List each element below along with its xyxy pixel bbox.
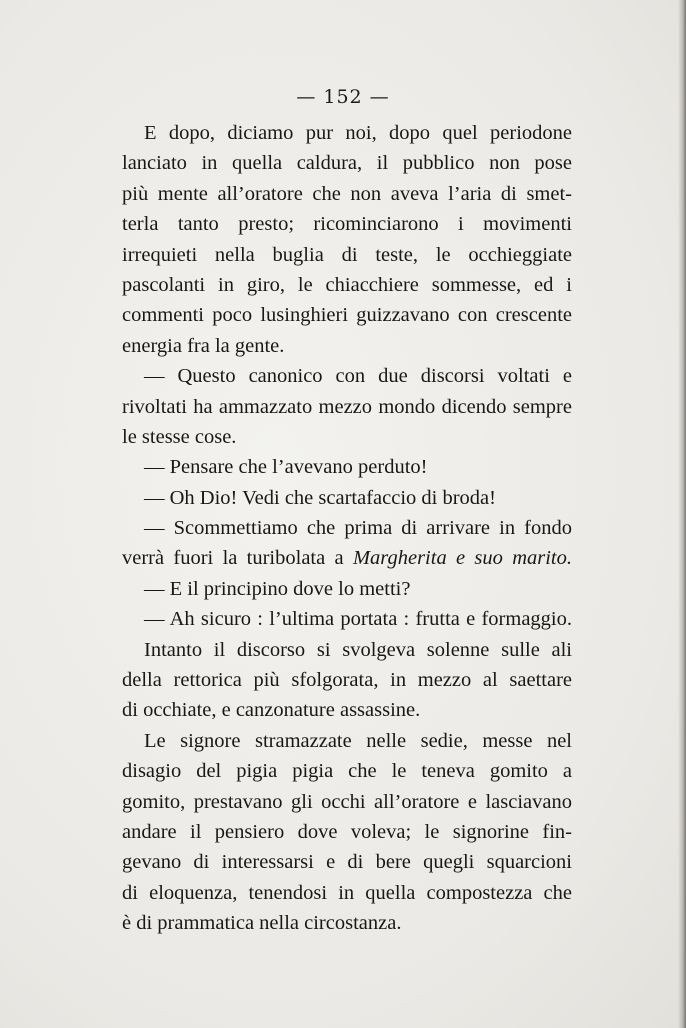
text-line	[122, 726, 572, 756]
text-line	[122, 543, 572, 573]
text-line-content: gevano di interessarsi e di bere quegli squarcioni	[122, 851, 572, 874]
text-line-content: lanciato in quella caldura, il pubblico non pose	[122, 152, 572, 175]
text-line-content: — Oh Dio! Vedi che scartafaccio di broda!	[144, 486, 496, 509]
text-line-content: le stesse cose.	[122, 425, 237, 448]
text-line	[122, 270, 572, 300]
text-line	[122, 695, 572, 725]
text-line	[122, 847, 572, 877]
text-line-content: terla tanto presto; ricominciarono i movimenti	[122, 213, 572, 236]
text-line-content: — E il principino dove lo metti?	[144, 577, 411, 600]
text-line	[122, 756, 572, 786]
text-line-content: della rettorica più sfolgorata, in mezzo al saettare	[122, 669, 572, 692]
text-line	[122, 635, 572, 665]
text-line-content: — Ah sicuro : l’ultima portata : frutta e formaggio.	[144, 608, 572, 631]
text-line-content: è di prammatica nella circostanza.	[122, 912, 402, 935]
text-line	[122, 240, 572, 270]
text-line-content: di occhiate, e canzonature assassine.	[122, 699, 421, 722]
text-line-content: gomito, prestavano gli occhi all’oratore e lasciavano	[122, 790, 572, 813]
text-line	[122, 787, 572, 817]
text-line-italic: Margherita e suo marito.	[352, 547, 572, 570]
text-line-content: verrà fuori la turibolata a	[122, 547, 353, 570]
page-number: — 152 —	[296, 86, 390, 108]
text-line	[122, 209, 572, 239]
text-line-content: irrequieti nella buglia di teste, le occhieggiate	[122, 243, 572, 266]
text-line-content: — Pensare che l’avevano perduto!	[144, 456, 428, 479]
text-line	[122, 817, 572, 847]
text-line-content: disagio del pigia pigia che le teneva gomito a	[122, 760, 572, 783]
text-line-content: di eloquenza, tenendosi in quella compostezza che	[122, 881, 572, 904]
text-line	[122, 665, 572, 695]
page-edge-shadow	[678, 0, 686, 1028]
text-line-content: E dopo, diciamo pur noi, dopo quel periodone	[144, 122, 572, 144]
text-line-content: Intanto il discorso si svolgeva solenne sulle ali	[144, 638, 572, 661]
text-line	[122, 300, 572, 330]
text-line-content: — Scommettiamo che prima di arrivare in fondo	[144, 517, 572, 540]
text-line	[122, 878, 572, 908]
text-line-content: commenti poco lusinghieri guizzavano con crescente	[122, 304, 572, 327]
text-line	[122, 118, 572, 148]
text-line-content: pascolanti in giro, le chiacchiere sommesse, ed i	[122, 273, 572, 296]
text-line-content: energia fra la gente.	[122, 334, 285, 357]
text-line	[122, 361, 572, 391]
text-line-content: — Questo canonico con due discorsi voltati e	[144, 365, 572, 388]
text-line	[122, 574, 572, 604]
text-line-content: più mente all’oratore che non aveva l’aria di smet-	[122, 182, 572, 205]
text-line	[122, 483, 572, 513]
text-line	[122, 513, 572, 543]
text-line	[122, 422, 572, 452]
body-text	[122, 118, 572, 939]
text-line	[122, 908, 572, 938]
text-line-content: Le signore stramazzate nelle sedie, messe nel	[144, 729, 572, 752]
text-line-content: andare il pensiero dove voleva; le signorine fin-	[122, 820, 572, 843]
text-line	[122, 331, 572, 361]
text-line-content: rivoltati ha ammazzato mezzo mondo dicendo sempre	[122, 395, 572, 418]
text-line	[122, 148, 572, 178]
text-line	[122, 179, 572, 209]
text-line	[122, 604, 572, 634]
text-line	[122, 452, 572, 482]
text-line	[122, 392, 572, 422]
